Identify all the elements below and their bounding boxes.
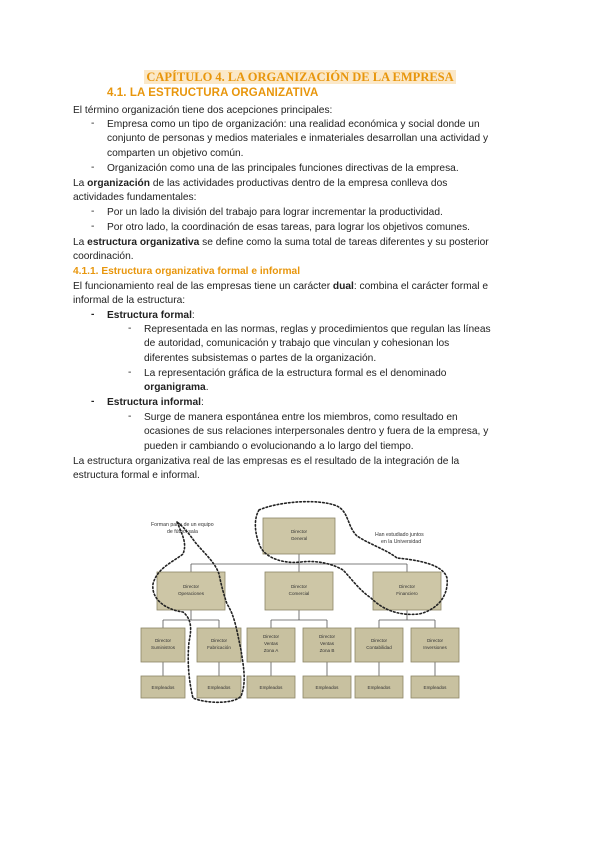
box-label: Contabilidad: [366, 645, 392, 650]
box-label: Director: [182, 584, 200, 589]
annotation-left: de fútbol sala: [167, 529, 198, 535]
bullet-dash: -: [128, 367, 132, 378]
bullet-dash: -: [91, 118, 95, 129]
box-label: Director: [262, 634, 280, 639]
org-chart-diagram: [137, 492, 461, 706]
formal-item-1: Representada en las normas, reglas y procedimientos que regulan las líneas de autoridad, comunicación y trabajo que vinculan y cohesionan los diferentes subsistemas o partes de la organización.: [144, 324, 491, 364]
box-label: Director: [290, 529, 308, 534]
box-label: Fabricación: [207, 645, 231, 650]
subsection-title: 4.1.1. Estructura organizativa formal e informal: [73, 266, 301, 277]
organizacion-paragraph: La organización de las actividades productivas dentro de la empresa conlleva dos actividades fundamentales:: [73, 178, 448, 204]
intro-text: El término organización tiene dos acepciones principales:: [73, 105, 333, 116]
box-label: Empleados: [151, 685, 175, 690]
box-label: Director: [398, 584, 416, 589]
acepcion-2: Organización como una de las principales funciones directivas de la empresa.: [107, 163, 459, 174]
box-label: Director: [154, 638, 172, 643]
formal-heading: Estructura formal:: [107, 310, 195, 321]
actividad-1: Por un lado la división del trabajo para lograr incrementar la productividad.: [107, 207, 443, 218]
conclusion-paragraph: La estructura organizativa real de las empresas es el resultado de la integración de la estructura formal e informal.: [73, 456, 460, 482]
informal-heading: Estructura informal:: [107, 397, 204, 408]
box-label: Director: [210, 638, 228, 643]
formal-item-2: La representación gráfica de la estructura formal es el denominado organigrama.: [144, 368, 447, 394]
chapter-title: CAPÍTULO 4. LA ORGANIZACIÓN DE LA EMPRESA: [146, 70, 454, 84]
box-label: Zona A: [263, 648, 279, 653]
box-label: Director: [426, 638, 444, 643]
bullet-dash: -: [91, 221, 95, 232]
box-label: Director: [290, 584, 308, 589]
annotation-right: en la Universidad: [381, 539, 422, 545]
box-label: Ventas: [319, 641, 335, 646]
bullet-dash: -: [128, 411, 132, 422]
box-label: Inversiones: [423, 645, 447, 650]
box-label: Empleados: [259, 685, 283, 690]
box-label: Financiero: [396, 591, 418, 596]
acepcion-1: Empresa como un tipo de organización: una realidad económica y social donde un conjunto de personas y medios materiales e inmateriales desarrollan una actividad y comparten un objetivo común.: [107, 119, 489, 159]
actividad-2: Por otro lado, la coordinación de esas tareas, para lograr los objetivos comunes.: [107, 222, 470, 233]
box-label: Empleados: [367, 685, 391, 690]
box-label: Director: [370, 638, 388, 643]
bullet-dash: -: [128, 323, 132, 334]
bullet-dash: -: [91, 162, 95, 173]
bullet-dash: -: [91, 206, 95, 217]
box-label: Director: [318, 634, 336, 639]
bullet-dash: -: [91, 309, 95, 320]
box-label: Comercial: [288, 591, 310, 596]
box-label: Zona B: [319, 648, 335, 653]
box-label: Ventas: [263, 641, 279, 646]
informal-item-1: Surge de manera espontánea entre los miembros, como resultado en ocasiones de sus relaciones interpersonales dentro y fuera de la empresa, y pueden ir cambiando o evolucionando a lo largo del tiempo.: [144, 412, 489, 452]
box-label: Operaciones: [177, 591, 205, 596]
box-label: Empleados: [315, 685, 339, 690]
annotation-left: Forman parte de un equipo: [151, 522, 214, 528]
estructura-paragraph: La estructura organizativa se define como la suma total de tareas diferentes y su posterior coordinación.: [73, 237, 489, 263]
section-title: 4.1. LA ESTRUCTURA ORGANIZATIVA: [107, 87, 319, 99]
bullet-dash: -: [91, 396, 95, 407]
dual-paragraph: El funcionamiento real de las empresas tiene un carácter dual: combina el carácter formal e informal de la estructura:: [73, 281, 489, 307]
box-label: Suministros: [151, 645, 175, 650]
box-label: General: [290, 536, 308, 541]
box-label: Empleados: [207, 685, 231, 690]
annotation-right: Han estudiado juntos: [375, 532, 424, 538]
box-label: Empleados: [423, 685, 447, 690]
